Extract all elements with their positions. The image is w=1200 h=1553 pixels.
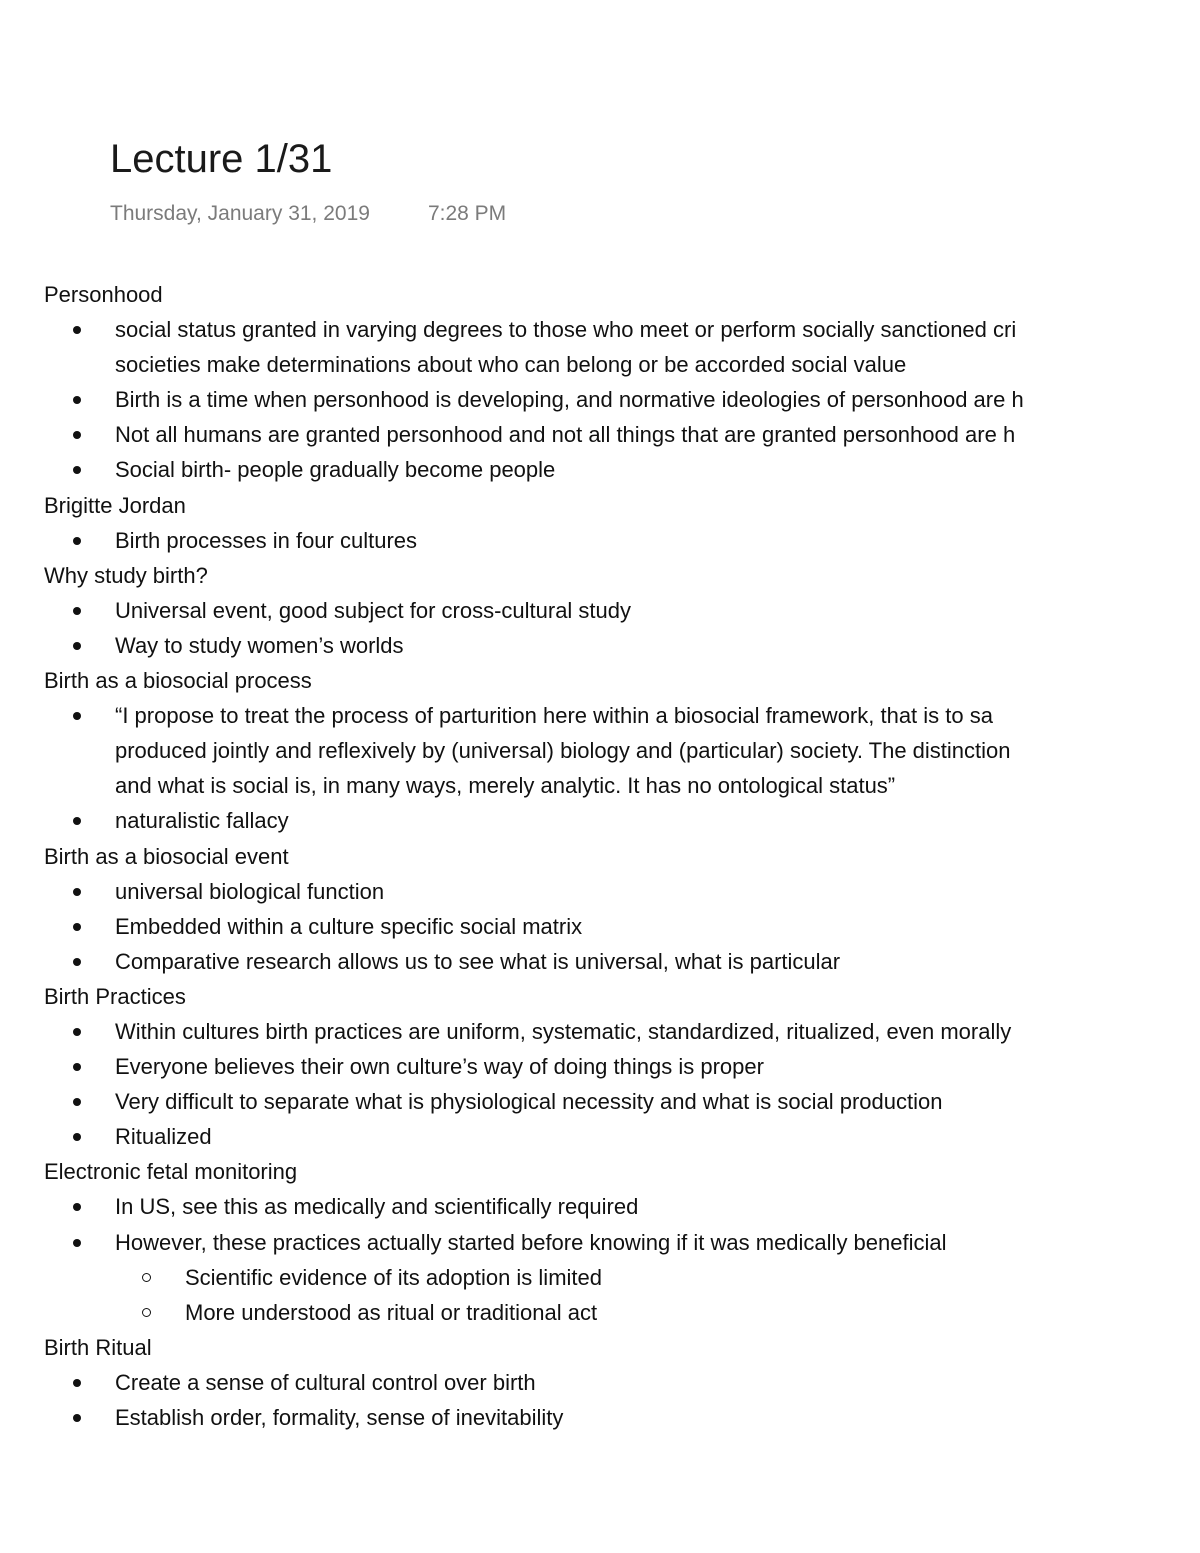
section-heading <box>44 558 1200 593</box>
list-item <box>44 1365 1200 1400</box>
list-item <box>44 382 1200 417</box>
section-heading <box>44 663 1200 698</box>
list-item <box>44 593 1200 628</box>
list-item <box>44 312 1200 347</box>
list-item <box>44 803 1200 838</box>
list-item-text: social status granted in varying degrees to those who meet or perform socially sanctioned cri <box>115 317 1017 343</box>
bullet-dot-icon <box>73 537 81 545</box>
bullet-dot-icon <box>73 1028 81 1036</box>
section-heading-text: Brigitte Jordan <box>44 492 186 518</box>
section-heading <box>44 1330 1200 1365</box>
list-item <box>44 698 1200 733</box>
bullet-dot-icon <box>73 923 81 931</box>
note-time: 7:28 PM <box>427 202 507 225</box>
list-item-text: Birth is a time when personhood is developing, and normative ideologies of personhood are h <box>115 387 1024 413</box>
list-item <box>44 417 1200 452</box>
section-heading <box>44 1154 1200 1189</box>
note-date: Thursday, January 31, 2019 <box>110 202 370 225</box>
list-item-text: Embedded within a culture specific social matrix <box>115 913 583 939</box>
page-title: Lecture 1/31 <box>110 137 333 181</box>
section-heading-text: Electronic fetal monitoring <box>44 1159 298 1185</box>
list-item-text: In US, see this as medically and scientifically required <box>115 1194 639 1220</box>
list-item <box>44 628 1200 663</box>
list-item-text: Everyone believes their own culture’s way of doing things is proper <box>115 1054 764 1080</box>
section-heading-text: Birth as a biosocial event <box>44 843 289 869</box>
list-item <box>44 944 1200 979</box>
list-item-text: Within cultures birth practices are uniform, systematic, standardized, ritualized, even morally <box>115 1018 1012 1044</box>
note-body <box>44 277 1200 1435</box>
list-item-text: Universal event, good subject for cross-cultural study <box>115 597 632 623</box>
list-item <box>44 1049 1200 1084</box>
bullet-dot-icon <box>73 607 81 615</box>
list-item-continuation <box>44 733 1200 768</box>
list-item <box>44 909 1200 944</box>
sub-list-item <box>44 1260 1200 1295</box>
bullet-dot-icon <box>73 1133 81 1141</box>
list-item-text: Birth processes in four cultures <box>115 527 418 553</box>
bullet-ring-icon <box>142 1273 151 1282</box>
bullet-dot-icon <box>73 466 81 474</box>
list-item-continuation <box>44 768 1200 803</box>
list-item-text: Establish order, formality, sense of inevitability <box>115 1405 564 1430</box>
bullet-dot-icon <box>73 1414 81 1422</box>
section-heading-text: Personhood <box>44 282 163 307</box>
bullet-dot-icon <box>73 1063 81 1071</box>
bullet-dot-icon <box>73 1379 81 1387</box>
list-item-text: Social birth- people gradually become people <box>115 457 556 483</box>
list-item <box>44 1225 1200 1260</box>
list-item <box>44 452 1200 487</box>
list-item-text: societies make determinations about who can belong or be accorded social value <box>115 352 907 378</box>
bullet-dot-icon <box>73 642 81 650</box>
list-item-text: However, these practices actually started before knowing if it was medically beneficial <box>115 1229 947 1255</box>
list-item <box>44 1084 1200 1119</box>
bullet-dot-icon <box>73 1203 81 1211</box>
list-item-text: produced jointly and reflexively by (universal) biology and (particular) society. The distinction <box>115 738 1011 764</box>
bullet-dot-icon <box>73 817 81 825</box>
list-item <box>44 1189 1200 1224</box>
bullet-dot-icon <box>73 396 81 404</box>
section-heading-text: Birth Practices <box>44 983 186 1009</box>
bullet-dot-icon <box>73 431 81 439</box>
sub-list-item <box>44 1295 1200 1330</box>
list-item <box>44 1400 1200 1435</box>
list-item <box>44 1014 1200 1049</box>
bullet-dot-icon <box>73 888 81 896</box>
section-heading <box>44 839 1200 874</box>
bullet-dot-icon <box>73 1098 81 1106</box>
list-item <box>44 523 1200 558</box>
list-item-text: Create a sense of cultural control over birth <box>115 1369 536 1395</box>
bullet-dot-icon <box>73 1239 81 1247</box>
note-timestamp <box>110 200 506 228</box>
list-item-text: Way to study women’s worlds <box>115 632 404 658</box>
bullet-ring-icon <box>142 1308 151 1317</box>
section-heading <box>44 979 1200 1014</box>
list-item-text: universal biological function <box>115 878 385 904</box>
bullet-dot-icon <box>73 326 81 334</box>
list-item <box>44 874 1200 909</box>
section-heading-text: Birth Ritual <box>44 1334 152 1360</box>
section-heading-text: Why study birth? <box>44 562 208 588</box>
section-heading <box>44 277 1200 312</box>
list-item-text: Very difficult to separate what is physiological necessity and what is social production <box>115 1089 943 1115</box>
list-item-text: Ritualized <box>115 1124 212 1150</box>
section-heading <box>44 488 1200 523</box>
list-item-continuation <box>44 347 1200 382</box>
bullet-dot-icon <box>73 712 81 720</box>
bullet-dot-icon <box>73 958 81 966</box>
section-heading-text: Birth as a biosocial process <box>44 668 312 694</box>
list-item-text: Comparative research allows us to see what is universal, what is particular <box>115 948 841 974</box>
list-item <box>44 1119 1200 1154</box>
list-item-text: “I propose to treat the process of parturition here within a biosocial framework, that is to sa <box>115 703 993 729</box>
list-item-text: and what is social is, in many ways, merely analytic. It has no ontological status” <box>115 773 896 799</box>
list-item-text: naturalistic fallacy <box>115 808 289 834</box>
list-item-text: Not all humans are granted personhood and not all things that are granted personhood are h <box>115 422 1016 448</box>
sub-list-item-text: More understood as ritual or traditional act <box>185 1299 598 1325</box>
sub-list-item-text: Scientific evidence of its adoption is limited <box>185 1264 602 1290</box>
